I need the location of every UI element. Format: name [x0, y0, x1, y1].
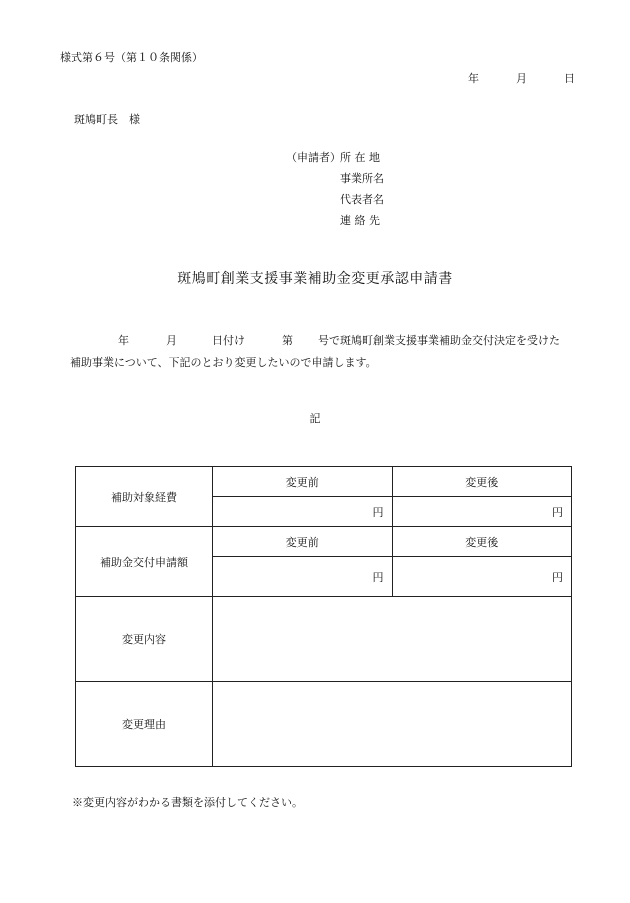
form-number: 様式第６号（第１０条関係）	[60, 51, 203, 64]
date-year: 年	[468, 72, 479, 85]
recipient: 斑鳩町長 様	[74, 113, 140, 126]
date-month: 月	[516, 72, 527, 85]
applicant-address-label: 所 在 地	[340, 151, 380, 164]
subsidy-expense-before-field[interactable]	[213, 497, 393, 527]
grant-amount-after-field[interactable]	[392, 557, 572, 597]
record-heading: 記	[309, 412, 321, 425]
subsidy-expense-label: 補助対象経費	[76, 467, 213, 527]
yen-unit: 円	[552, 570, 563, 584]
subsidy-expense-after-header: 変更後	[392, 467, 572, 497]
body-number-prefix: 第	[282, 334, 293, 347]
body-day: 日付け	[212, 334, 245, 347]
applicant-representative-label: 代表者名	[340, 193, 384, 206]
body-paragraph	[70, 330, 580, 374]
body-line2: 補助事業について、下記のとおり変更したいので申請します。	[70, 356, 377, 369]
document-title: 斑鳩町創業支援事業補助金変更承認申請書	[177, 271, 453, 287]
change-content-field[interactable]	[213, 597, 572, 682]
change-reason-field[interactable]	[213, 682, 572, 767]
body-line1-rest: 号で斑鳩町創業支援事業補助金交付決定を受けた	[318, 334, 560, 347]
change-content-label: 変更内容	[76, 597, 213, 682]
yen-unit: 円	[372, 505, 384, 519]
applicant-business-name-label: 事業所名	[340, 172, 384, 185]
grant-amount-before-header: 変更前	[213, 527, 393, 557]
grant-amount-label: 補助金交付申請額	[76, 527, 213, 597]
subsidy-expense-after-field[interactable]	[392, 497, 572, 527]
grant-amount-before-field[interactable]	[213, 557, 393, 597]
body-year: 年	[118, 334, 129, 347]
body-month: 月	[166, 334, 177, 347]
applicant-block	[286, 150, 384, 234]
change-table	[75, 466, 572, 767]
change-reason-label: 変更理由	[76, 682, 213, 767]
subsidy-expense-before-header: 変更前	[213, 467, 393, 497]
applicant-prefix: （申請者）	[286, 151, 341, 164]
yen-unit: 円	[552, 505, 563, 519]
applicant-contact-label: 連 絡 先	[340, 214, 380, 227]
grant-amount-after-header: 変更後	[392, 527, 572, 557]
attachment-note: ※変更内容がわかる書類を添付してください。	[72, 796, 303, 809]
date-day: 日	[564, 72, 575, 85]
yen-unit: 円	[372, 570, 384, 584]
